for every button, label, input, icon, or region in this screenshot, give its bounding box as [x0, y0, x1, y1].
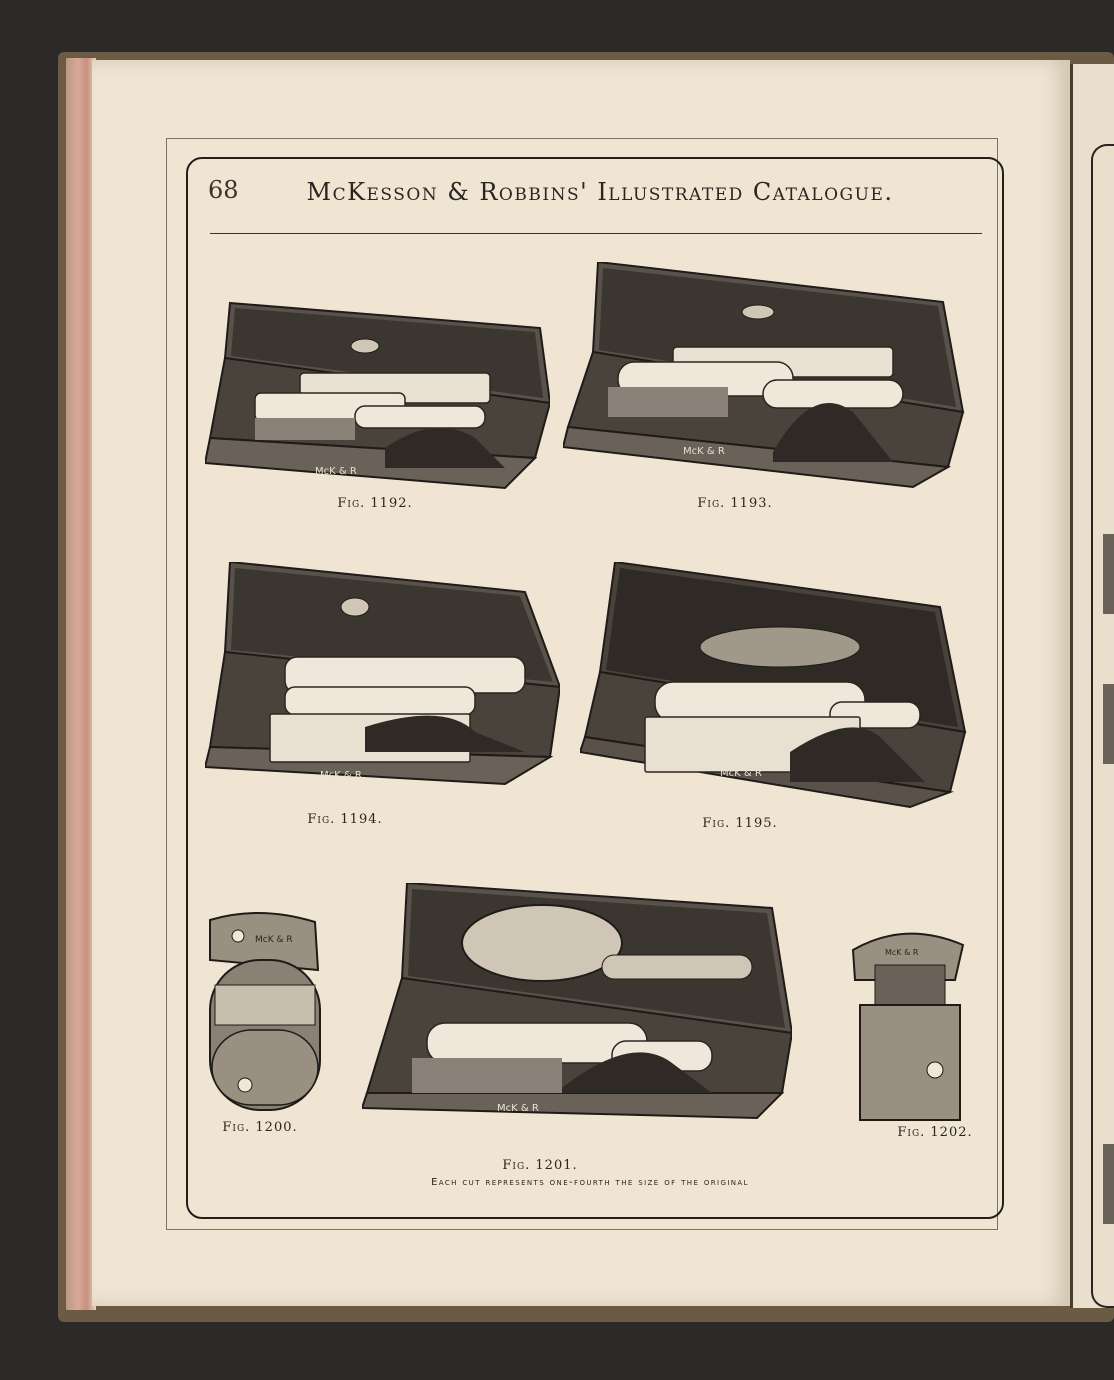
page-title: McKesson & Robbins' Illustrated Catalogue.	[306, 178, 894, 206]
maker-mark: McK & R	[315, 466, 357, 477]
brush-comb-mirror-case-illustration	[580, 562, 980, 812]
page-number: 68	[208, 176, 239, 204]
brush-comb-case-illustration	[563, 262, 978, 492]
facing-page-figure	[1103, 684, 1114, 764]
footnote: Each cut represents one-fourth the size of the original	[431, 1177, 749, 1188]
figure-caption: Fig. 1193.	[697, 496, 773, 511]
maker-mark: McK & R	[885, 948, 919, 957]
maker-mark: McK & R	[255, 935, 293, 945]
figure-caption: Fig. 1192.	[337, 496, 413, 511]
figure-caption: Fig. 1201.	[502, 1158, 578, 1173]
figure-caption: Fig. 1202.	[897, 1125, 973, 1140]
brush-comb-case-illustration	[205, 562, 560, 790]
maker-mark: McK & R	[320, 770, 362, 781]
brush-comb-case-illustration	[205, 298, 550, 493]
brush-box-illustration	[845, 925, 970, 1125]
figure-caption: Fig. 1195.	[702, 816, 778, 831]
maker-mark: McK & R	[497, 1103, 539, 1114]
maker-mark: McK & R	[683, 446, 725, 457]
facing-page-figure	[1103, 1144, 1114, 1224]
maker-mark: McK & R	[720, 768, 762, 779]
figure-caption: Fig. 1200.	[222, 1120, 298, 1135]
header-rule	[210, 233, 982, 234]
facing-page-figure	[1103, 534, 1114, 614]
figure-caption: Fig. 1194.	[307, 812, 383, 827]
brush-mirror-case-illustration	[362, 883, 792, 1123]
leather-brush-pouch-illustration	[200, 910, 325, 1120]
facing-page	[1070, 64, 1114, 1308]
